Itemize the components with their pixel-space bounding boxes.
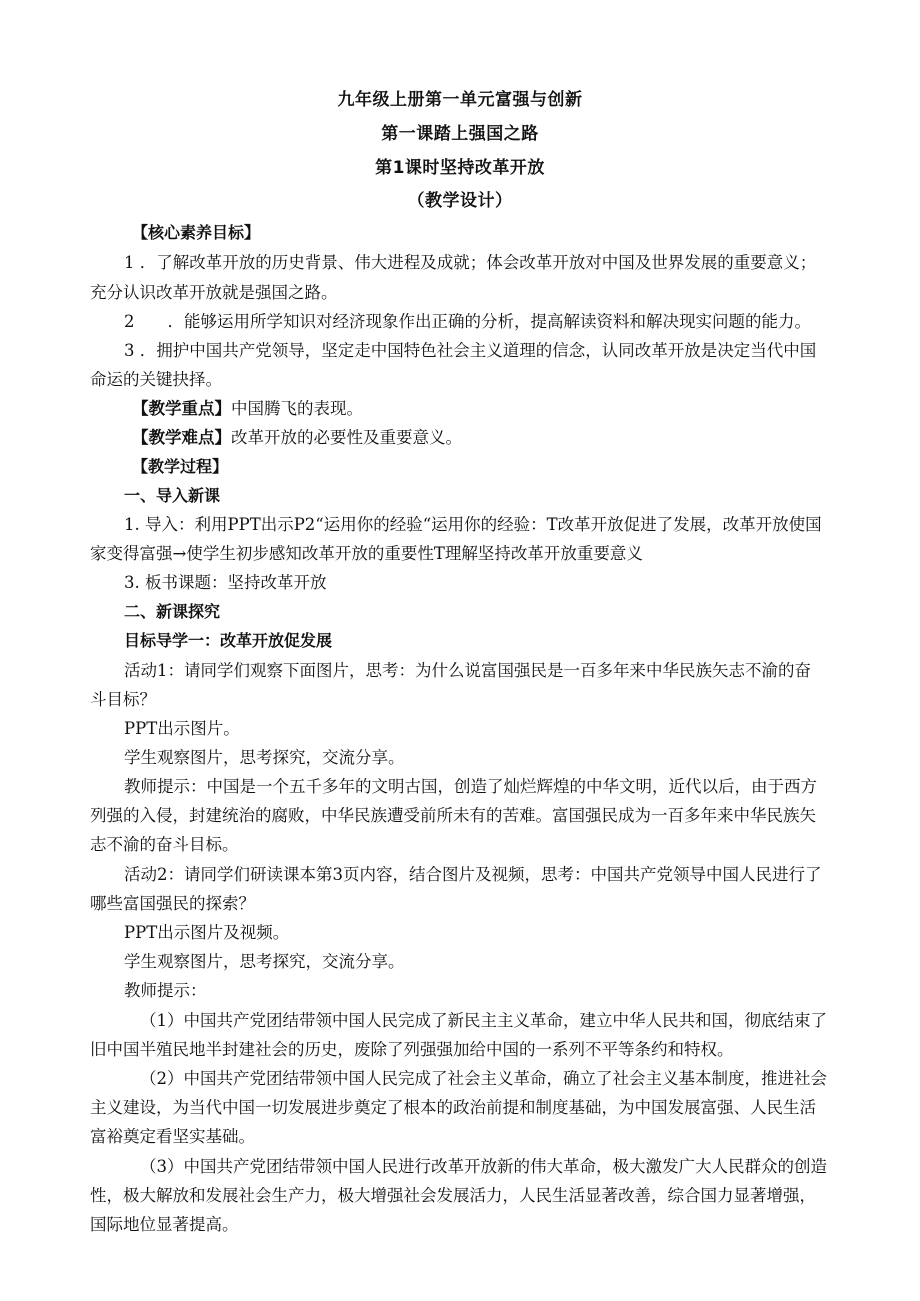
doc-title-unit: 九年级上册第一单元富强与创新 bbox=[337, 90, 583, 110]
activity-2-line-2: 哪些富国强民的探索？ bbox=[90, 894, 255, 913]
goal-1-line-2: 充分认识改革开放就是强国之路。 bbox=[90, 283, 338, 302]
activity-1-line-1: 活动1：请同学们观察下面图片，思考：为什么说富国强民是一百多年来中华民族矢志不渝的奋 bbox=[124, 661, 811, 680]
point-1-line-2: 旧中国半殖民地半封建社会的历史，废除了列强强加给中国的一系列不平等条约和特权。 bbox=[90, 1040, 734, 1059]
point-3-line-1: （3）中国共产党团结带领中国人民进行改革开放新的伟大革命，极大激发广大人民群众的创造 bbox=[140, 1157, 827, 1176]
doc-title-type: （教学设计） bbox=[407, 191, 513, 211]
point-3-line-3: 国际地位显著提高。 bbox=[90, 1215, 239, 1234]
key-point bbox=[132, 398, 363, 420]
doc-title-lesson: 第一课踏上强国之路 bbox=[381, 124, 539, 144]
goal-guide-1: 目标导学一：改革开放促发展 bbox=[124, 631, 333, 650]
teacher-hint-2: 教师提示： bbox=[124, 981, 207, 1000]
intro-line-2: 家变得富强→使学生初步感知改革开放的重要性T理解坚持改革开放重要意义 bbox=[90, 544, 643, 563]
teacher-hint-1-line-1: 教师提示：中国是一个五千多年的文明古国，创造了灿烂辉煌的中华文明，近代以后，由于西方 bbox=[124, 777, 817, 796]
ppt-note-1: PPT出示图片。 bbox=[124, 719, 240, 738]
difficulty-text: 改革开放的必要性及重要意义。 bbox=[231, 428, 462, 447]
teacher-hint-1-line-3: 志不渝的奋斗目标。 bbox=[90, 835, 239, 854]
ppt-note-2: PPT出示图片及视频。 bbox=[124, 923, 290, 942]
section-1-heading: 一、导入新课 bbox=[124, 486, 221, 505]
activity-2-line-1: 活动2：请同学们研读课本第3页内容，结合图片及视频，思考：中国共产党领导中国人民进行了 bbox=[124, 865, 822, 884]
goal-2: 2 ．能够运用所学知识对经济现象作出正确的分析，提高解读资料和解决现实问题的能力。 bbox=[124, 312, 811, 331]
key-point-text: 中国腾飞的表现。 bbox=[231, 399, 363, 418]
students-note-2: 学生观察图片，思考探究，交流分享。 bbox=[124, 952, 405, 971]
difficulty-label: 【教学难点】 bbox=[132, 428, 231, 447]
intro-line-1: 1. 导入：利用PPT出示P2“运用你的经验“运用你的经验：T改革开放促进了发展，改革开放使国 bbox=[124, 515, 822, 534]
difficulty bbox=[132, 427, 462, 449]
activity-1-line-2: 斗目标？ bbox=[90, 690, 156, 709]
board-topic: 3. 板书课题：坚持改革开放 bbox=[124, 573, 327, 592]
point-2-line-3: 富裕奠定看坚实基础。 bbox=[90, 1127, 255, 1146]
goals-heading: 【核心素养目标】 bbox=[132, 223, 261, 242]
goal-1-line-1: 1 ．了解改革开放的历史背景、伟大进程及成就；体会改革开放对中国及世界发展的重要意义； bbox=[124, 253, 817, 272]
goal-3-line-1: 3 ．拥护中国共产党领导，坚定走中国特色社会主义道理的信念，认同改革开放是决定当代中国 bbox=[124, 341, 817, 360]
point-3-line-2: 性，极大解放和发展社会生产力，极大增强社会发展活力，人民生活显著改善，综合国力显著增强， bbox=[90, 1186, 816, 1205]
point-2-line-2: 主义建设，为当代中国一切发展进步奠定了根本的政治前提和制度基础，为中国发展富强、人民生活 bbox=[90, 1098, 816, 1117]
teacher-hint-1-line-2: 列强的入侵，封建统治的腐败，中华民族遭受前所未有的苦难。富国强民成为一百多年来中华民族矢 bbox=[90, 806, 816, 825]
process-heading: 【教学过程】 bbox=[132, 457, 229, 476]
doc-title-period: 第1课时坚持改革开放 bbox=[375, 158, 545, 178]
goal-3-line-2: 命运的关键抉择。 bbox=[90, 370, 222, 389]
students-note-1: 学生观察图片，思考探究，交流分享。 bbox=[124, 748, 405, 767]
point-2-line-1: （2）中国共产党团结带领中国人民完成了社会主义革命，确立了社会主义基本制度，推进社会 bbox=[140, 1069, 827, 1088]
section-2-heading: 二、新课探究 bbox=[124, 602, 221, 621]
point-1-line-1: （1）中国共产党团结带领中国人民完成了新民主主义革命，建立中华人民共和国，彻底结束了 bbox=[140, 1011, 827, 1030]
key-point-label: 【教学重点】 bbox=[132, 399, 231, 418]
